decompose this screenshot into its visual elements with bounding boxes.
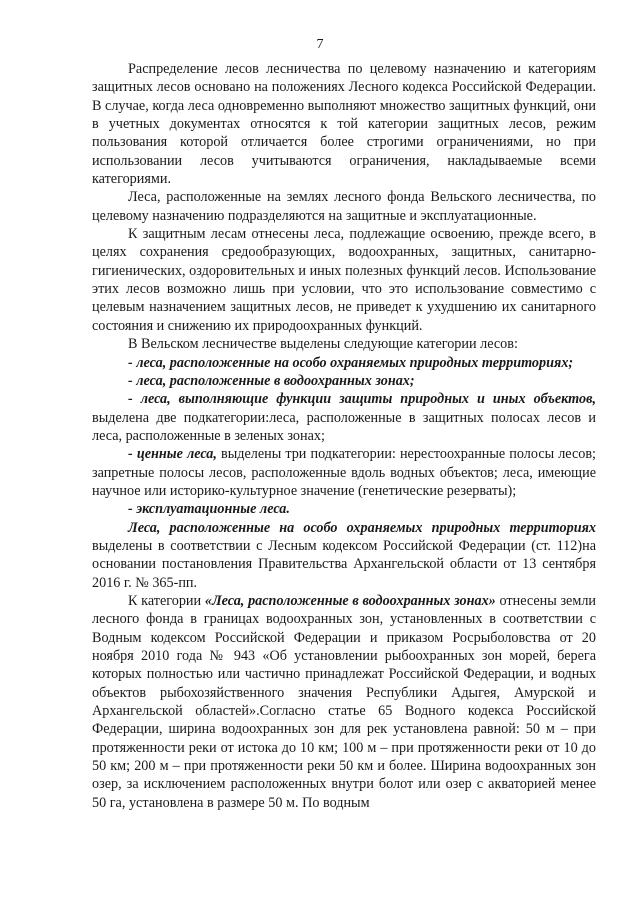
page-number: 7: [316, 37, 324, 52]
list-item-label: леса, расположенные на особо охраняемых природных территориях;: [136, 354, 574, 371]
list-dash: -: [128, 354, 133, 371]
list-item-label: эксплуатационные леса.: [136, 501, 290, 518]
list-item-valuable-forests: [92, 445, 596, 500]
list-item-label: леса, расположенные в водоохранных зонах;: [136, 372, 415, 389]
section-lead: Леса, расположенные на особо охраняемых природных территориях: [128, 519, 596, 536]
list-dash: -: [128, 391, 133, 408]
list-item-label: леса, выполняющие функции защиты природных и иных объектов,: [140, 391, 596, 408]
list-item-protection-functions: [92, 390, 596, 445]
paragraph-protected-areas: [92, 519, 596, 592]
paragraph-categories-intro: В Вельском лесничестве выделены следующие категории лесов:: [128, 336, 518, 353]
list-item-text: выделены три подкатегории: нерестоохранные полосы лесов; запретные полосы лесов, расположенные вдоль водных объектов; леса, имеющие научное или историко-культурное значение (генетические резерваты);: [92, 446, 596, 499]
list-item-water-zones: [92, 372, 596, 390]
list-item-protected-areas: [92, 354, 596, 372]
paragraph-text-start: К категории: [128, 592, 205, 609]
list-dash: -: [128, 501, 133, 518]
paragraph-distribution: Распределение лесов лесничества по целевому назначению и категориям защитных лесов основано на положениях Лесного кодекса Российской Федерации. В случае, когда леса одновременно выполняют множество защитных функций, они в учетных документах относятся к той категории защитных лесов, режим пользования которой отличается более строгими ограничениями, но при использовании лесов учитываются ограничения, накладываемые всеми категориями.: [92, 61, 596, 188]
list-item-text: выделена две подкатегории:леса, расположенные в защитных полосах лесов и леса, расположенные в зеленых зонах;: [92, 409, 596, 444]
list-item-label: ценные леса,: [136, 446, 217, 463]
document-body: [92, 60, 596, 812]
list-dash: -: [128, 372, 133, 389]
section-lead: «Леса, расположенные в водоохранных зонах»: [204, 592, 496, 609]
paragraph-text: отнесены земли лесного фонда в границах водоохранных зон, установленных в соответствии с Водным кодексом Российской Федерации и приказом Росрыболовства от 20 ноября 2010 года № 943 «Об установлении рыбоохранных зон морей, берега которых полностью или частично принадлежат Российской Федерации, и водных объектов рыбохозяйственного значения Республики Адыгея, Амурской и Архангельской областей».Согласно статье 65 Водного кодекса Российской Федерации, ширина водоохранных зон для рек установлена равной: 50 м – при протяженности реки от истока до 10 км; 100 м – при протяженности реки от 10 до 50 км; 200 м – при протяженности реки 50 км и более. Ширина водоохранных зон озер, за исключением расположенных внутри болот или озер с акваторией менее 50 га, установлена в размере 50 м. По водным: [92, 592, 597, 811]
paragraph-purpose: Леса, расположенные на землях лесного фонда Вельского лесничества, по целевому назначению подразделяются на защитные и эксплуатационные.: [92, 189, 596, 224]
paragraph-protective: К защитным лесам отнесены леса, подлежащие освоению, прежде всего, в целях сохранения средообразующих, водоохранных, защитных, санитарно-гигиенических, оздоровительных и иных полезных функций лесов. Использование этих лесов возможно лишь при условии, что это использование совместимо с целевым назначением защитных лесов, не приведет к ухудшению их санитарного состояния и снижению их природоохранных функций.: [92, 226, 596, 334]
paragraph-text: выделены в соответствии с Лесным кодексом Российской Федерации (ст. 112)на основании постановления Правительства Архангельской области от 13 сентября 2016 г. № 365-пп.: [92, 537, 596, 591]
list-dash: -: [128, 446, 133, 463]
list-item-exploitation: [92, 500, 596, 518]
paragraph-water-zones: [92, 592, 596, 812]
